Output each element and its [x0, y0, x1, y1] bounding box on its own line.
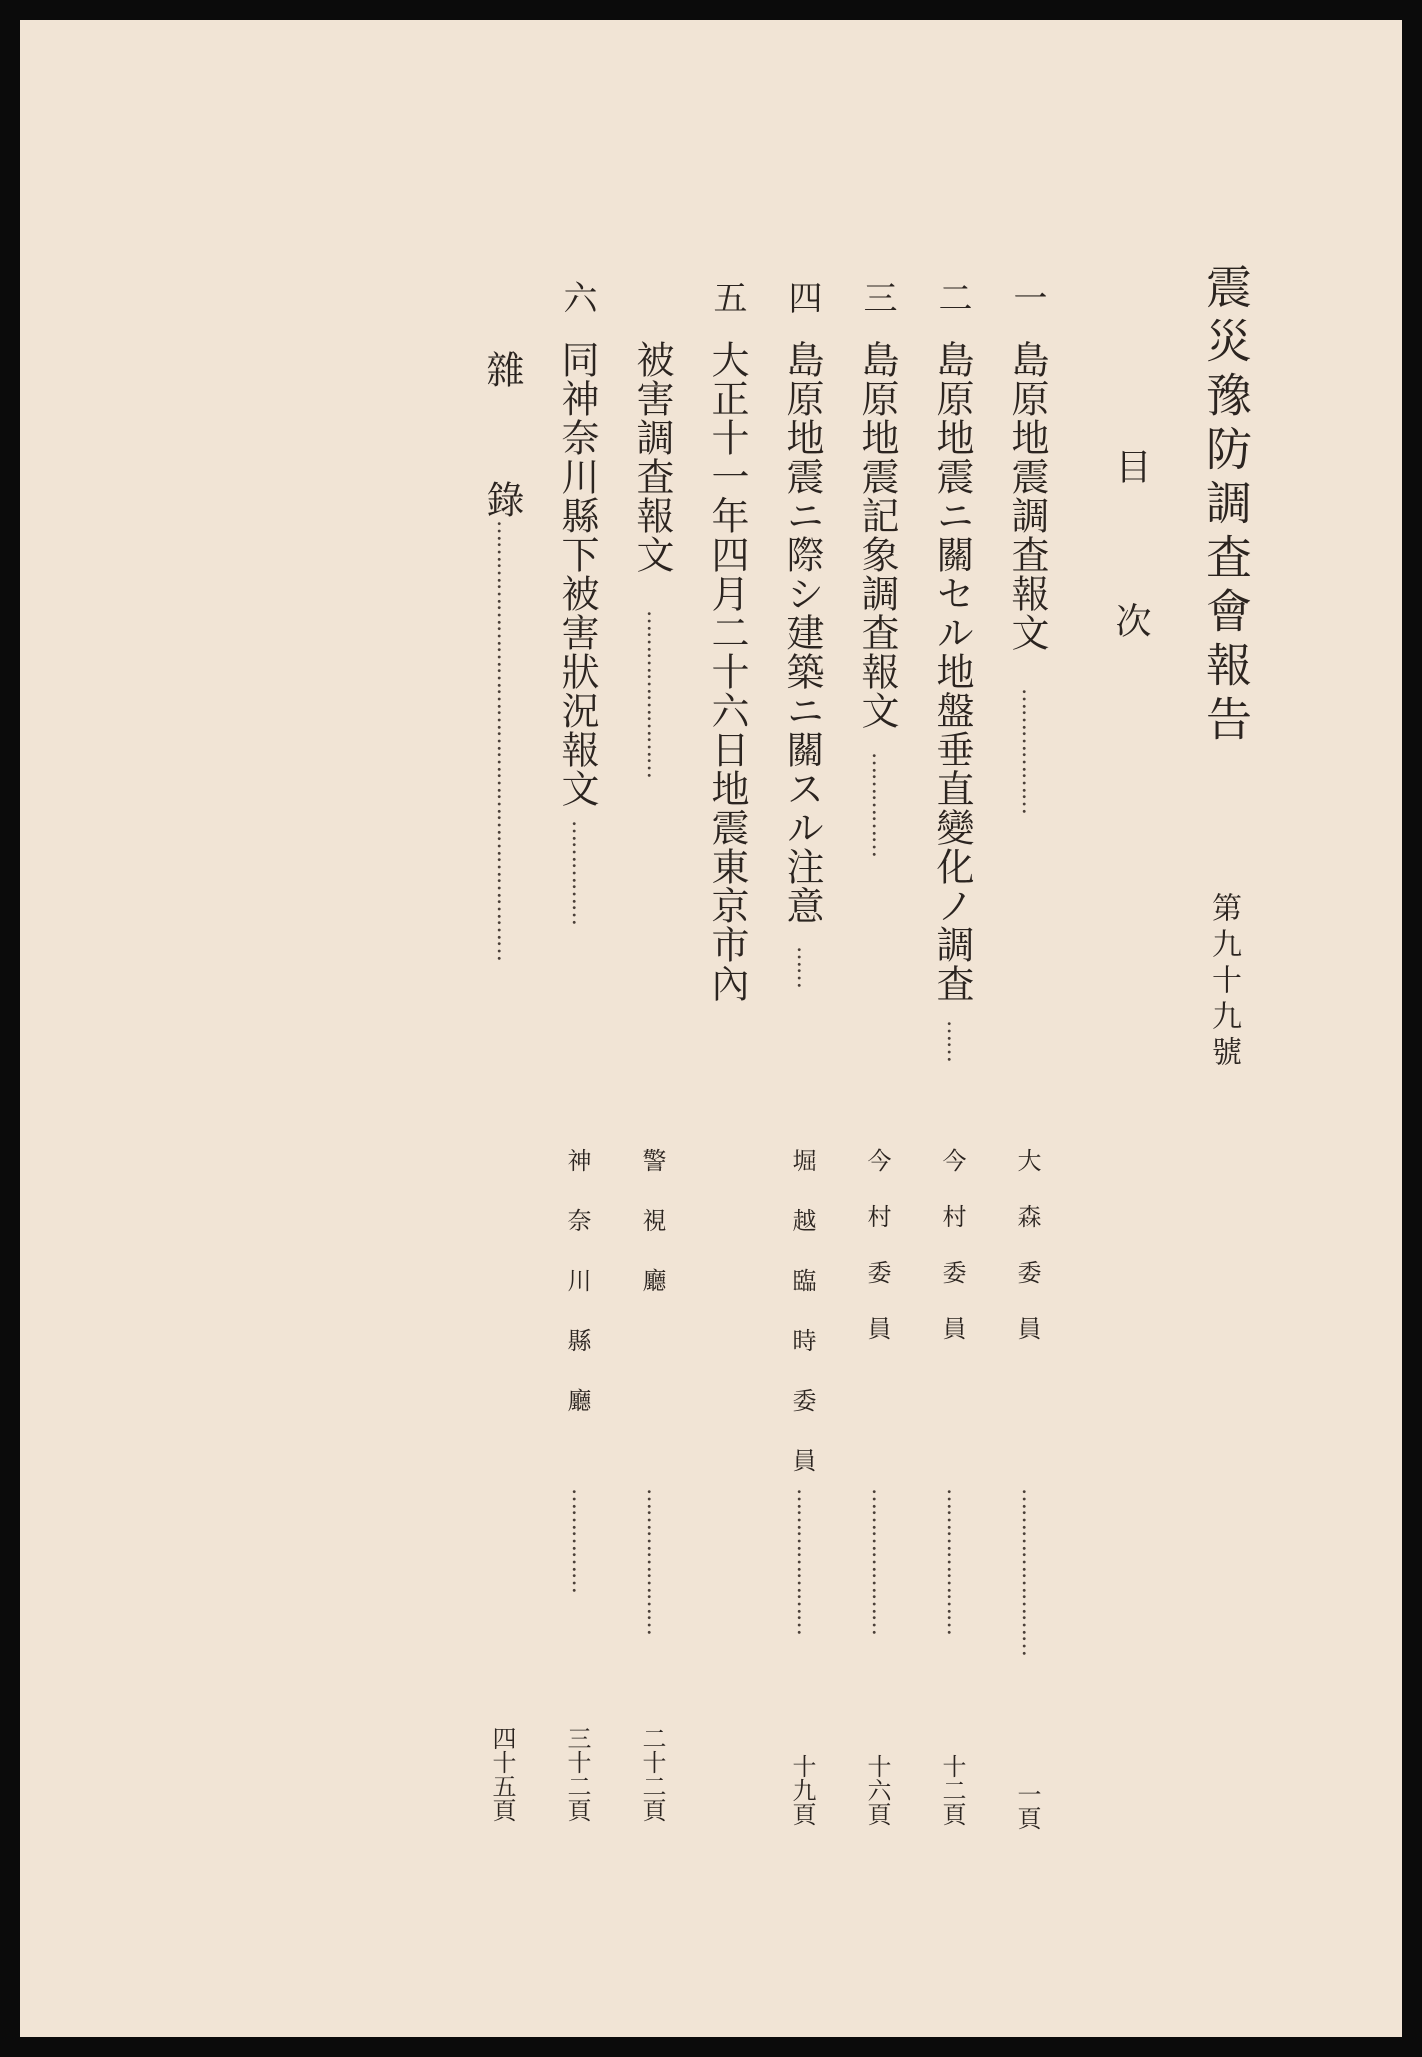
leader-dots: ……	[792, 946, 817, 988]
entry-title: 大正十一年四月二十六日地震東京市內	[705, 340, 749, 1003]
entry-page: 一頁	[1013, 1782, 1041, 1830]
leader-dots: ………………………………………………………	[492, 520, 517, 961]
entry-number: 一	[1007, 280, 1047, 314]
entry-number: 六	[557, 280, 597, 314]
leader-dots: …………………	[642, 1488, 667, 1635]
document-page	[20, 20, 1402, 2037]
entry-author: 警視廳	[638, 1148, 666, 1328]
entry-number: 二	[932, 280, 972, 314]
entry-title: 島原地震ニ關セル地盤垂直變化ノ調査	[930, 340, 974, 1003]
entry-title: 島原地震記象調査報文	[855, 340, 899, 730]
entry-number: 五	[707, 280, 747, 314]
leader-dots: …………………	[867, 1488, 892, 1635]
leader-dots: ………………	[1017, 688, 1042, 814]
entry-title-continued: 被害調査報文	[630, 340, 674, 574]
entry-page: 四十五頁	[488, 1726, 516, 1822]
entry-author: 今村委員	[863, 1148, 891, 1372]
leader-dots: ……………………	[642, 610, 667, 778]
entry-author: 神奈川縣廳	[563, 1148, 591, 1448]
entry-page: 十六頁	[863, 1754, 891, 1826]
toc-heading	[1110, 448, 1151, 638]
leader-dots: ……	[942, 1020, 967, 1062]
leader-dots: ……………………	[1017, 1488, 1042, 1656]
entry-title: 雜 錄	[480, 350, 524, 559]
entry-number: 四	[782, 280, 822, 314]
entry-author: 今村委員	[938, 1148, 966, 1372]
entry-number: 三	[857, 280, 897, 314]
entry-page: 十九頁	[788, 1754, 816, 1826]
entry-page: 三十二頁	[563, 1726, 591, 1822]
leader-dots: …………………	[942, 1488, 967, 1635]
entry-title: 島原地震ニ際シ建築ニ關スル注意	[780, 340, 824, 925]
entry-page: 十二頁	[938, 1754, 966, 1826]
entry-title: 同神奈川縣下被害狀況報文	[555, 340, 599, 808]
leader-dots: …………………	[792, 1488, 817, 1635]
issue-number: 第九十九號	[1206, 892, 1241, 1072]
toc-heading-char-1: 目	[1110, 448, 1151, 484]
toc-heading-char-2: 次	[1110, 602, 1151, 638]
report-title: 震災豫防調査會報告	[1199, 263, 1253, 749]
leader-dots: ……………	[567, 820, 592, 925]
leader-dots: ……………	[867, 752, 892, 857]
entry-page: 二十二頁	[638, 1726, 666, 1822]
entry-author: 大森委員	[1013, 1148, 1041, 1372]
entry-title: 島原地震調査報文	[1005, 340, 1049, 652]
leader-dots: ……………	[567, 1488, 592, 1593]
entry-author: 堀越臨時委員	[788, 1148, 816, 1508]
